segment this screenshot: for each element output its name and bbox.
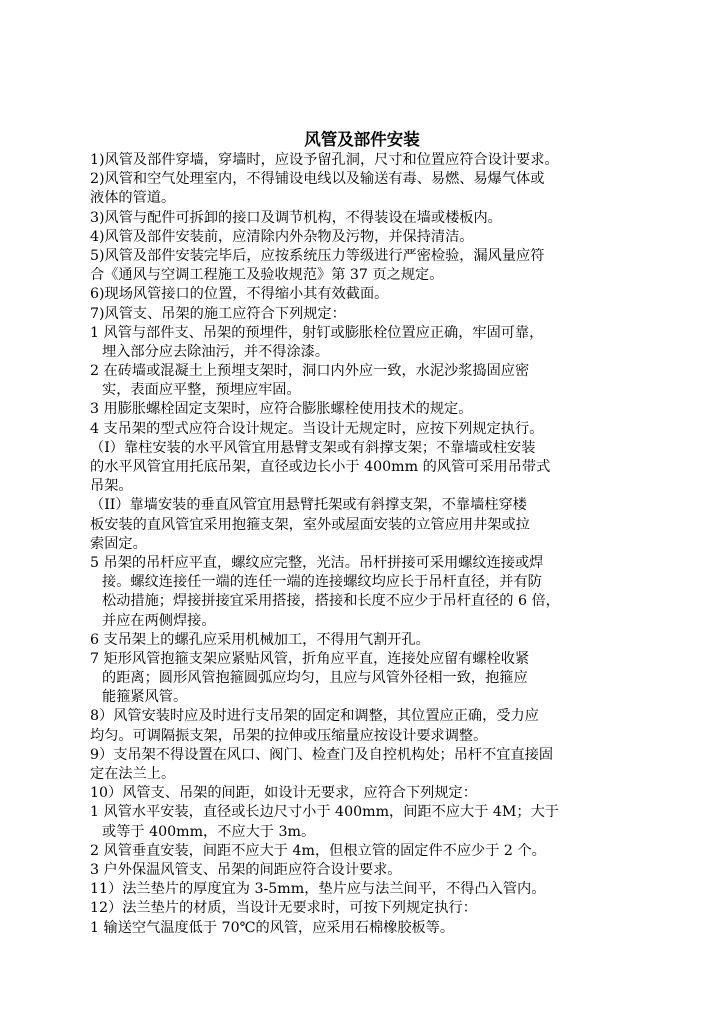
paragraph-line: （I）靠柱安装的水平风管宜用悬臂支架或有斜撑支架；不靠墙或柱安装 bbox=[90, 439, 536, 456]
paragraph-line: 3 户外保温风管支、吊架的间距应符合设计要求。 bbox=[90, 861, 402, 878]
paragraph-line: 2 在砖墙或混凝土上预埋支架时，洞口内外应一致，水泥沙浆捣固应密 bbox=[90, 363, 530, 380]
paragraph-line: 1 风管水平安装，直径或长边尺寸小于 400mm，间距不应大于 4M；大于 bbox=[90, 804, 559, 821]
paragraph-line: 液体的管道。 bbox=[90, 190, 176, 207]
paragraph-line: 合《通风与空调工程施工及验收规范》第 37 页之规定。 bbox=[90, 267, 444, 284]
paragraph-line: （II）靠墙安装的垂直风管宜用悬臂托架或有斜撑支架，不靠墙柱穿楼 bbox=[90, 497, 527, 514]
paragraph-line: 或等于 400mm，不应大于 3m。 bbox=[102, 823, 316, 840]
paragraph-line: 索固定。 bbox=[90, 535, 147, 552]
document-body bbox=[90, 151, 642, 938]
paragraph-line: 12）法兰垫片的材质，当设计无要求时，可按下列规定执行： bbox=[90, 900, 477, 917]
paragraph-line: 8）风管安装时应及时进行支吊架的固定和调整，其位置应正确，受力应 bbox=[90, 708, 539, 725]
paragraph-line: 7)风管支、吊架的施工应符合下列规定： bbox=[90, 305, 346, 322]
paragraph-line: 实，表面应平整，预埋应牢固。 bbox=[102, 382, 301, 399]
paragraph-line: 5 吊架的吊杆应平直，螺纹应完整，光洁。吊杆拼接可采用螺纹连接或焊 bbox=[90, 554, 544, 571]
paragraph-line: 11）法兰垫片的厚度宜为 3-5mm，垫片应与法兰间平，不得凸入管内。 bbox=[90, 881, 546, 898]
page-title: 风管及部件安装 bbox=[304, 130, 420, 149]
paragraph-line: 4 支吊架的型式应符合设计规定。当设计无规定时，应按下列规定执行。 bbox=[90, 420, 544, 437]
paragraph-line: 1 风管与部件支、吊架的预埋件，射钉或膨胀栓位置应正确，牢固可靠， bbox=[90, 324, 544, 341]
paragraph-line: 2)风管和空气处理室内，不得铺设电线以及输送有毒、易燃、易爆气体或 bbox=[90, 171, 545, 188]
paragraph-line: 的水平风管宜用托底吊架，直径或边长小于 400mm 的风管可采用吊带式 bbox=[90, 459, 551, 475]
paragraph-line: 6 支吊架上的螺孔应采用机械加工，不得用气割开孔。 bbox=[90, 631, 430, 648]
paragraph-line: 6)现场风管接口的位置，不得缩小其有效截面。 bbox=[90, 286, 389, 303]
paragraph-line: 10）风管支、吊架的间距，如设计无要求，应符合下列规定： bbox=[90, 785, 477, 802]
paragraph-line: 板安装的直风管宜采用抱箍支架，室外或屋面安装的立管应用井架或拉 bbox=[90, 516, 530, 533]
paragraph-line: 1)风管及部件穿墙，穿墙时，应设予留孔洞，尺寸和位置应符合设计要求。 bbox=[90, 152, 559, 168]
paragraph-line: 并应在两侧焊接。 bbox=[102, 612, 216, 629]
paragraph-line: 定在法兰上。 bbox=[90, 766, 176, 782]
paragraph-line: 埋入部分应去除油污，并不得涂漆。 bbox=[102, 343, 330, 360]
paragraph-line: 3)风管与配件可拆卸的接口及调节机构，不得装设在墙或楼板内。 bbox=[90, 209, 502, 226]
paragraph-line: 3 用膨胀螺栓固定支架时，应符合膨胀螺栓使用技术的规定。 bbox=[90, 401, 473, 418]
paragraph-line: 1 输送空气温度低于 70℃的风管，应采用石棉橡胶板等。 bbox=[90, 919, 455, 936]
paragraph-line: 4)风管及部件安装前，应清除内外杂物及污物，并保持清洁。 bbox=[90, 228, 474, 245]
paragraph-line: 的距离；圆形风管抱箍圆弧应均匀，且应与风管外径相一致，抱箍应 bbox=[102, 670, 528, 687]
paragraph-line: 5)风管及部件安装完毕后，应按系统压力等级进行严密检验，漏风量应符 bbox=[90, 247, 545, 264]
paragraph-line: 7 矩形风管抱箍支架应紧贴风管，折角应平直，连接处应留有螺栓收紧 bbox=[90, 650, 530, 667]
paragraph-line: 松动措施；焊接拼接宜采用搭接，搭接和长度不应少于吊杆直径的 6 倍， bbox=[102, 593, 560, 610]
paragraph-line: 均匀。可调隔振支架，吊架的拉伸或压缩量应按设计要求调整。 bbox=[90, 727, 488, 744]
paragraph-line: 能箍紧风管。 bbox=[102, 689, 188, 706]
paragraph-line: 2 风管垂直安装，间距不应大于 4m，但根立管的固定件不应少于 2 个。 bbox=[90, 842, 546, 859]
paragraph-line: 吊架。 bbox=[90, 478, 133, 495]
paragraph-line: 9）支吊架不得设置在风口、阀门、检查门及自控机构处；吊杆不宜直接固 bbox=[90, 746, 554, 763]
paragraph-line: 接。螺纹连接任一端的连任一端的连接螺纹均应长于吊杆直径，并有防 bbox=[102, 574, 542, 591]
